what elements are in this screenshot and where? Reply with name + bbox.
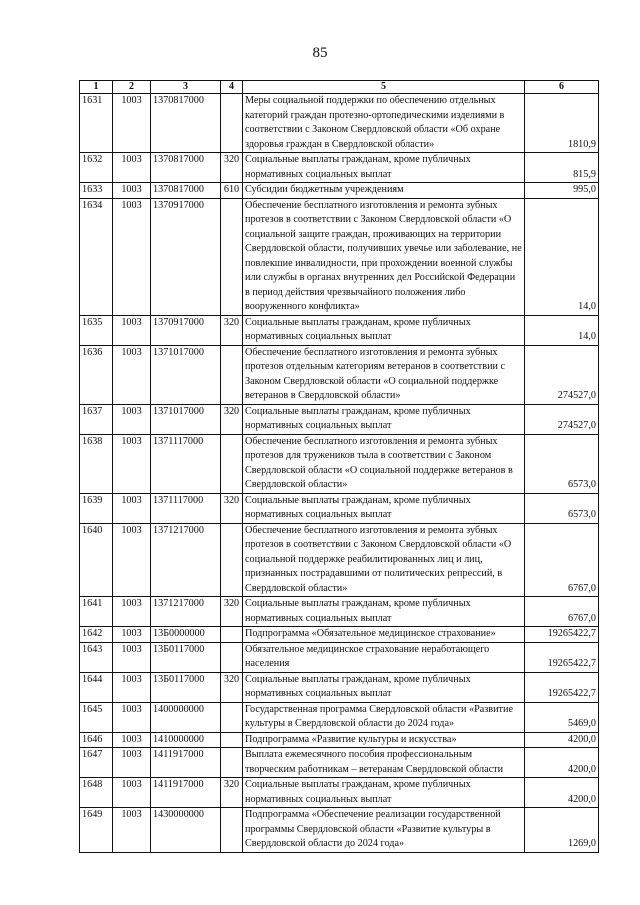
description-cell: Обязательное медицинское страхование неработающего населения bbox=[243, 642, 525, 672]
section-code-cell: 1003 bbox=[113, 748, 151, 778]
expense-type-cell: 320 bbox=[221, 493, 243, 523]
section-code-cell: 1003 bbox=[113, 702, 151, 732]
target-article-cell: 1411917000 bbox=[151, 778, 221, 808]
target-article-cell: 1371017000 bbox=[151, 404, 221, 434]
budget-table bbox=[79, 80, 599, 853]
target-article-cell: 1400000000 bbox=[151, 702, 221, 732]
row-number-cell: 1648 bbox=[80, 778, 113, 808]
column-header: 2 bbox=[113, 81, 151, 94]
table-row bbox=[80, 345, 599, 404]
column-header: 6 bbox=[525, 81, 599, 94]
table-row bbox=[80, 404, 599, 434]
section-code-cell: 1003 bbox=[113, 597, 151, 627]
row-number-cell: 1634 bbox=[80, 198, 113, 315]
section-code-cell: 1003 bbox=[113, 778, 151, 808]
expense-type-cell: 320 bbox=[221, 672, 243, 702]
amount-cell: 1810,9 bbox=[525, 94, 599, 153]
table-row bbox=[80, 702, 599, 732]
table-row bbox=[80, 627, 599, 643]
expense-type-cell bbox=[221, 345, 243, 404]
section-code-cell: 1003 bbox=[113, 94, 151, 153]
column-header: 1 bbox=[80, 81, 113, 94]
table-row bbox=[80, 642, 599, 672]
row-number-cell: 1631 bbox=[80, 94, 113, 153]
amount-cell: 4200,0 bbox=[525, 748, 599, 778]
amount-cell: 4200,0 bbox=[525, 778, 599, 808]
amount-cell: 6767,0 bbox=[525, 597, 599, 627]
row-number-cell: 1636 bbox=[80, 345, 113, 404]
table-row bbox=[80, 94, 599, 153]
section-code-cell: 1003 bbox=[113, 808, 151, 853]
row-number-cell: 1632 bbox=[80, 153, 113, 183]
column-header: 5 bbox=[243, 81, 525, 94]
description-cell: Обеспечение бесплатного изготовления и ремонта зубных протезов в соответствии с Законом Свердловской области «О социальной защите граждан, проживающих на территории Свердловской области, получивших увечье или заболевание, не повлекшие инвалидности, при прохождении военной службы или службы в органах внутренних дел Российской Федерации в период действия чрезвычайного положения либо вооруженного конфликта» bbox=[243, 198, 525, 315]
row-number-cell: 1640 bbox=[80, 523, 113, 597]
amount-cell: 6573,0 bbox=[525, 434, 599, 493]
section-code-cell: 1003 bbox=[113, 404, 151, 434]
description-cell: Социальные выплаты гражданам, кроме публичных нормативных социальных выплат bbox=[243, 315, 525, 345]
amount-cell: 6573,0 bbox=[525, 493, 599, 523]
table-row bbox=[80, 315, 599, 345]
table-row bbox=[80, 434, 599, 493]
row-number-cell: 1643 bbox=[80, 642, 113, 672]
expense-type-cell bbox=[221, 627, 243, 643]
target-article-cell: 13Б0117000 bbox=[151, 642, 221, 672]
amount-cell: 274527,0 bbox=[525, 345, 599, 404]
amount-cell: 14,0 bbox=[525, 198, 599, 315]
amount-cell: 1269,0 bbox=[525, 808, 599, 853]
target-article-cell: 1370817000 bbox=[151, 153, 221, 183]
table-row bbox=[80, 732, 599, 748]
amount-cell: 274527,0 bbox=[525, 404, 599, 434]
amount-cell: 5469,0 bbox=[525, 702, 599, 732]
target-article-cell: 1370917000 bbox=[151, 315, 221, 345]
target-article-cell: 1371217000 bbox=[151, 523, 221, 597]
table-row bbox=[80, 183, 599, 199]
description-cell: Социальные выплаты гражданам, кроме публичных нормативных социальных выплат bbox=[243, 404, 525, 434]
description-cell: Подпрограмма «Обязательное медицинское страхование» bbox=[243, 627, 525, 643]
table-row bbox=[80, 808, 599, 853]
expense-type-cell bbox=[221, 94, 243, 153]
section-code-cell: 1003 bbox=[113, 434, 151, 493]
description-cell: Социальные выплаты гражданам, кроме публичных нормативных социальных выплат bbox=[243, 778, 525, 808]
target-article-cell: 13Б0117000 bbox=[151, 672, 221, 702]
row-number-cell: 1642 bbox=[80, 627, 113, 643]
target-article-cell: 1370817000 bbox=[151, 183, 221, 199]
expense-type-cell bbox=[221, 523, 243, 597]
target-article-cell: 1410000000 bbox=[151, 732, 221, 748]
table-row bbox=[80, 493, 599, 523]
description-cell: Меры социальной поддержки по обеспечению отдельных категорий граждан протезно-ортопедическими изделиями в соответствии с Законом Свердловской области «Об охране здоровья граждан в Свердловской области» bbox=[243, 94, 525, 153]
table-row bbox=[80, 778, 599, 808]
table-row bbox=[80, 672, 599, 702]
expense-type-cell: 320 bbox=[221, 404, 243, 434]
description-cell: Подпрограмма «Развитие культуры и искусства» bbox=[243, 732, 525, 748]
amount-cell: 14,0 bbox=[525, 315, 599, 345]
description-cell: Социальные выплаты гражданам, кроме публичных нормативных социальных выплат bbox=[243, 153, 525, 183]
description-cell: Обеспечение бесплатного изготовления и ремонта зубных протезов в соответствии с Законом Свердловской области «О социальной поддержке реабилитированных лиц и лиц, признанных пострадавшими от политических репрессий, в Свердловской области» bbox=[243, 523, 525, 597]
description-cell: Выплата ежемесячного пособия профессиональным творческим работникам – ветеранам Свердловской области bbox=[243, 748, 525, 778]
expense-type-cell bbox=[221, 702, 243, 732]
table-header-row bbox=[80, 81, 599, 94]
section-code-cell: 1003 bbox=[113, 627, 151, 643]
amount-cell: 19265422,7 bbox=[525, 642, 599, 672]
amount-cell: 4200,0 bbox=[525, 732, 599, 748]
description-cell: Подпрограмма «Обеспечение реализации государственной программы Свердловской области «Развитие культуры в Свердловской области до 2024 года» bbox=[243, 808, 525, 853]
target-article-cell: 1370917000 bbox=[151, 198, 221, 315]
column-header: 3 bbox=[151, 81, 221, 94]
section-code-cell: 1003 bbox=[113, 315, 151, 345]
expense-type-cell: 320 bbox=[221, 153, 243, 183]
row-number-cell: 1633 bbox=[80, 183, 113, 199]
amount-cell: 6767,0 bbox=[525, 523, 599, 597]
expense-type-cell: 320 bbox=[221, 778, 243, 808]
section-code-cell: 1003 bbox=[113, 672, 151, 702]
row-number-cell: 1649 bbox=[80, 808, 113, 853]
table-row bbox=[80, 153, 599, 183]
description-cell: Субсидии бюджетным учреждениям bbox=[243, 183, 525, 199]
section-code-cell: 1003 bbox=[113, 153, 151, 183]
target-article-cell: 1370817000 bbox=[151, 94, 221, 153]
row-number-cell: 1647 bbox=[80, 748, 113, 778]
row-number-cell: 1635 bbox=[80, 315, 113, 345]
page-number: 85 bbox=[312, 45, 328, 61]
target-article-cell: 1371117000 bbox=[151, 434, 221, 493]
section-code-cell: 1003 bbox=[113, 493, 151, 523]
expense-type-cell bbox=[221, 808, 243, 853]
target-article-cell: 1430000000 bbox=[151, 808, 221, 853]
target-article-cell: 1411917000 bbox=[151, 748, 221, 778]
row-number-cell: 1644 bbox=[80, 672, 113, 702]
target-article-cell: 1371117000 bbox=[151, 493, 221, 523]
description-cell: Государственная программа Свердловской области «Развитие культуры в Свердловской области до 2024 года» bbox=[243, 702, 525, 732]
amount-cell: 815,9 bbox=[525, 153, 599, 183]
table-row bbox=[80, 523, 599, 597]
expense-type-cell: 320 bbox=[221, 315, 243, 345]
table-row bbox=[80, 597, 599, 627]
expense-type-cell bbox=[221, 642, 243, 672]
table-row bbox=[80, 198, 599, 315]
row-number-cell: 1637 bbox=[80, 404, 113, 434]
description-cell: Социальные выплаты гражданам, кроме публичных нормативных социальных выплат bbox=[243, 672, 525, 702]
expense-type-cell bbox=[221, 748, 243, 778]
section-code-cell: 1003 bbox=[113, 642, 151, 672]
amount-cell: 995,0 bbox=[525, 183, 599, 199]
row-number-cell: 1638 bbox=[80, 434, 113, 493]
row-number-cell: 1641 bbox=[80, 597, 113, 627]
amount-cell: 19265422,7 bbox=[525, 672, 599, 702]
column-header: 4 bbox=[221, 81, 243, 94]
expense-type-cell bbox=[221, 198, 243, 315]
section-code-cell: 1003 bbox=[113, 198, 151, 315]
description-cell: Социальные выплаты гражданам, кроме публичных нормативных социальных выплат bbox=[243, 493, 525, 523]
target-article-cell: 1371217000 bbox=[151, 597, 221, 627]
description-cell: Обеспечение бесплатного изготовления и ремонта зубных протезов отдельным категориям ветеранов в соответствии с Законом Свердловской области «О социальной поддержке ветеранов в Свердловской области» bbox=[243, 345, 525, 404]
expense-type-cell bbox=[221, 732, 243, 748]
expense-type-cell: 320 bbox=[221, 597, 243, 627]
row-number-cell: 1646 bbox=[80, 732, 113, 748]
row-number-cell: 1639 bbox=[80, 493, 113, 523]
section-code-cell: 1003 bbox=[113, 732, 151, 748]
description-cell: Обеспечение бесплатного изготовления и ремонта зубных протезов для тружеников тыла в соответствии с Законом Свердловской области «О социальной поддержке ветеранов в Свердловской области» bbox=[243, 434, 525, 493]
expense-type-cell bbox=[221, 434, 243, 493]
section-code-cell: 1003 bbox=[113, 183, 151, 199]
amount-cell: 19265422,7 bbox=[525, 627, 599, 643]
target-article-cell: 13Б0000000 bbox=[151, 627, 221, 643]
target-article-cell: 1371017000 bbox=[151, 345, 221, 404]
row-number-cell: 1645 bbox=[80, 702, 113, 732]
table-row bbox=[80, 748, 599, 778]
expense-type-cell: 610 bbox=[221, 183, 243, 199]
description-cell: Социальные выплаты гражданам, кроме публичных нормативных социальных выплат bbox=[243, 597, 525, 627]
section-code-cell: 1003 bbox=[113, 345, 151, 404]
section-code-cell: 1003 bbox=[113, 523, 151, 597]
